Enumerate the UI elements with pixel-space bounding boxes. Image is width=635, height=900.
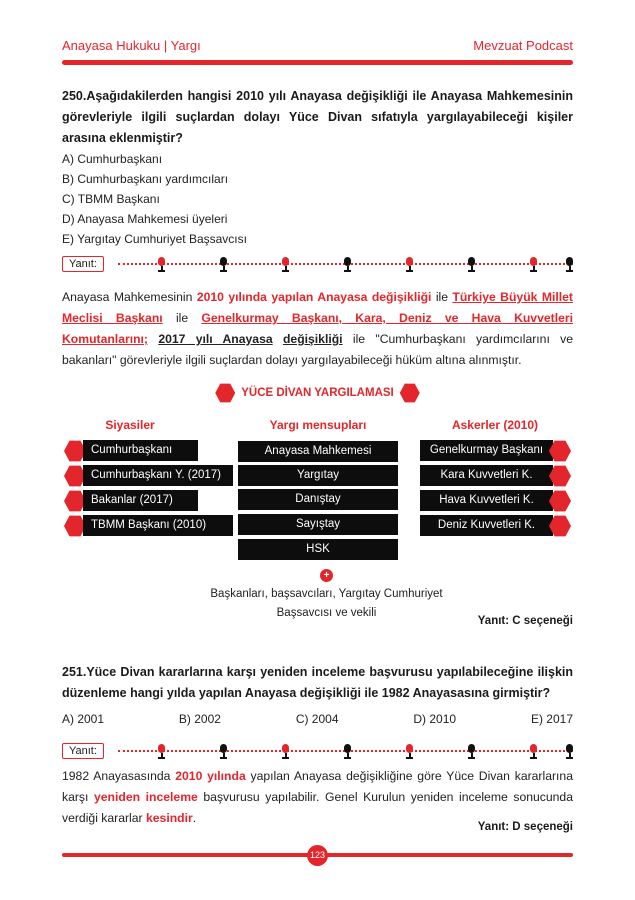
diagram-title bbox=[215, 382, 420, 404]
microphone-icon bbox=[158, 744, 165, 760]
microphone-icon bbox=[530, 744, 537, 760]
box-yargi-5: HSK bbox=[238, 539, 398, 560]
exp-highlight: yeniden inceleme bbox=[94, 790, 198, 804]
yanit-label: Yanıt: bbox=[62, 256, 104, 272]
answer-251: Yanıt: D seçeneği bbox=[477, 821, 573, 833]
question-251: 251.Yüce Divan kararlarına karşı yeniden inceleme başvurusu yapılabileceğine ilişkin düzenleme hangi yılda yapılan Anayasa değişikliği ile 1982 Anayasasına girmiştir? bbox=[62, 665, 573, 700]
exp-text: ile "Cumhurbaşkanı yardımcılarını ve bakanları" görevleriyle ilgili suçlardan dolayı yargılayabileceği hüküm altına alınmıştır. bbox=[62, 332, 574, 367]
option-b: B) 2002 bbox=[178, 712, 221, 726]
diagram-title-row bbox=[0, 382, 635, 404]
microphone-icon bbox=[282, 744, 289, 760]
microphone-icon bbox=[406, 744, 413, 760]
exp-highlight: Türkiye Büyük Millet Meclisi Başkanı bbox=[62, 290, 573, 325]
microphone-icon bbox=[468, 257, 475, 273]
yanit-label: Yanıt: bbox=[62, 743, 104, 759]
box-yargi-3: Danıştay bbox=[238, 489, 398, 510]
hexagon-icon bbox=[215, 383, 235, 403]
box-yargi-2: Yargıtay bbox=[238, 465, 398, 486]
exp-text: . bbox=[192, 811, 197, 825]
explanation-251 bbox=[62, 766, 573, 829]
box-yargi-4: Sayıştay bbox=[238, 514, 398, 535]
answer-divider-250 bbox=[62, 256, 573, 274]
box-asker-2: Kara Kuvvetleri K. bbox=[420, 465, 553, 486]
exp-highlight: kesindir bbox=[146, 811, 193, 825]
answer-divider-251 bbox=[62, 743, 573, 761]
option-b: B) Cumhurbaşkanı yardımcıları bbox=[62, 172, 229, 186]
diagram-title-text: YÜCE DİVAN YARGILAMASI bbox=[241, 387, 394, 399]
box-siyasi-1: Cumhurbaşkanı bbox=[83, 440, 198, 461]
box-siyasi-4: TBMM Başkanı (2010) bbox=[83, 515, 233, 536]
microphone-icon bbox=[566, 744, 573, 760]
header-right-title: Mevzuat Podcast bbox=[473, 38, 573, 53]
column-head-askerler: Askerler (2010) bbox=[451, 418, 539, 432]
box-asker-1: Genelkurmay Başkanı bbox=[420, 440, 553, 461]
header-left-title: Anayasa Hukuku | Yargı bbox=[62, 38, 201, 53]
box-siyasi-3: Bakanlar (2017) bbox=[83, 490, 198, 511]
box-asker-4: Deniz Kuvvetleri K. bbox=[420, 515, 553, 536]
exp-text: Anayasa Mahkemesinin bbox=[62, 290, 197, 304]
microphone-icon bbox=[220, 257, 227, 273]
microphone-icon bbox=[158, 257, 165, 273]
plus-icon: + bbox=[320, 569, 333, 582]
microphone-icon bbox=[344, 744, 351, 760]
exp-text: ile bbox=[162, 311, 202, 325]
option-c: C) 2004 bbox=[295, 712, 339, 726]
microphone-icon bbox=[406, 257, 413, 273]
exp-text bbox=[273, 332, 283, 346]
box-yargi-1: Anayasa Mahkemesi bbox=[238, 441, 398, 462]
exp-text: 1982 Anayasasında bbox=[62, 769, 176, 783]
exp-bold: değişikliği bbox=[282, 332, 343, 346]
exp-text: başvurusu yapılabilir. Genel Kurulun yeniden inceleme sonucunda verdiği kararlar bbox=[62, 790, 573, 825]
exp-highlight: Genelkurmay Başkanı, Kara, Deniz ve Hava Kuvvetleri Komutanlarını; bbox=[62, 311, 573, 346]
microphone-icon bbox=[468, 744, 475, 760]
option-e: E) Yargıtay Cumhuriyet Başsavcısı bbox=[62, 232, 247, 246]
diagram-note: Başkanları, başsavcıları, Yargıtay Cumhuriyet Başsavcısı ve vekili bbox=[210, 588, 443, 619]
options-251 bbox=[62, 712, 573, 726]
exp-text: ile bbox=[431, 290, 453, 304]
column-head-yargi: Yargı mensupları bbox=[269, 418, 367, 432]
answer-250: Yanıt: C seçeneği bbox=[477, 615, 573, 627]
option-a: A) 2001 bbox=[62, 712, 105, 726]
box-asker-3: Hava Kuvvetleri K. bbox=[420, 490, 553, 511]
header-divider bbox=[62, 60, 573, 65]
microphone-icon bbox=[566, 257, 573, 273]
explanation-250 bbox=[62, 287, 573, 371]
option-d: D) 2010 bbox=[413, 712, 457, 726]
microphone-icon bbox=[530, 257, 537, 273]
page-number: 123 bbox=[307, 845, 328, 866]
option-c: C) TBMM Başkanı bbox=[62, 192, 160, 206]
exp-text: yapılan Anayasa değişikliğine göre Yüce Divan kararlarına karşı bbox=[62, 769, 573, 804]
column-head-siyasiler: Siyasiler bbox=[105, 418, 155, 432]
hexagon-icon bbox=[400, 383, 420, 403]
exp-highlight: 2010 yılında yapılan Anayasa değişikliği bbox=[196, 290, 432, 304]
exp-bold: 2017 yılı Anayasa bbox=[158, 332, 273, 346]
option-e: E) 2017 bbox=[530, 712, 573, 726]
microphone-icon bbox=[344, 257, 351, 273]
question-250: 250.Aşağıdakilerden hangisi 2010 yılı Anayasa değişikliği ile Anayasa Mahkemesinin görevleriyle ilgili suçlardan dolayı Yüce Divan sıfatıyla yargılayabileceği kişiler arasına eklenmiştir? bbox=[62, 89, 573, 145]
exp-highlight: 2010 yılında bbox=[175, 769, 246, 783]
option-a: A) Cumhurbaşkanı bbox=[62, 152, 163, 166]
microphone-icon bbox=[282, 257, 289, 273]
option-d: D) Anayasa Mahkemesi üyeleri bbox=[62, 212, 228, 226]
box-siyasi-2: Cumhurbaşkanı Y. (2017) bbox=[83, 465, 233, 486]
microphone-icon bbox=[220, 744, 227, 760]
